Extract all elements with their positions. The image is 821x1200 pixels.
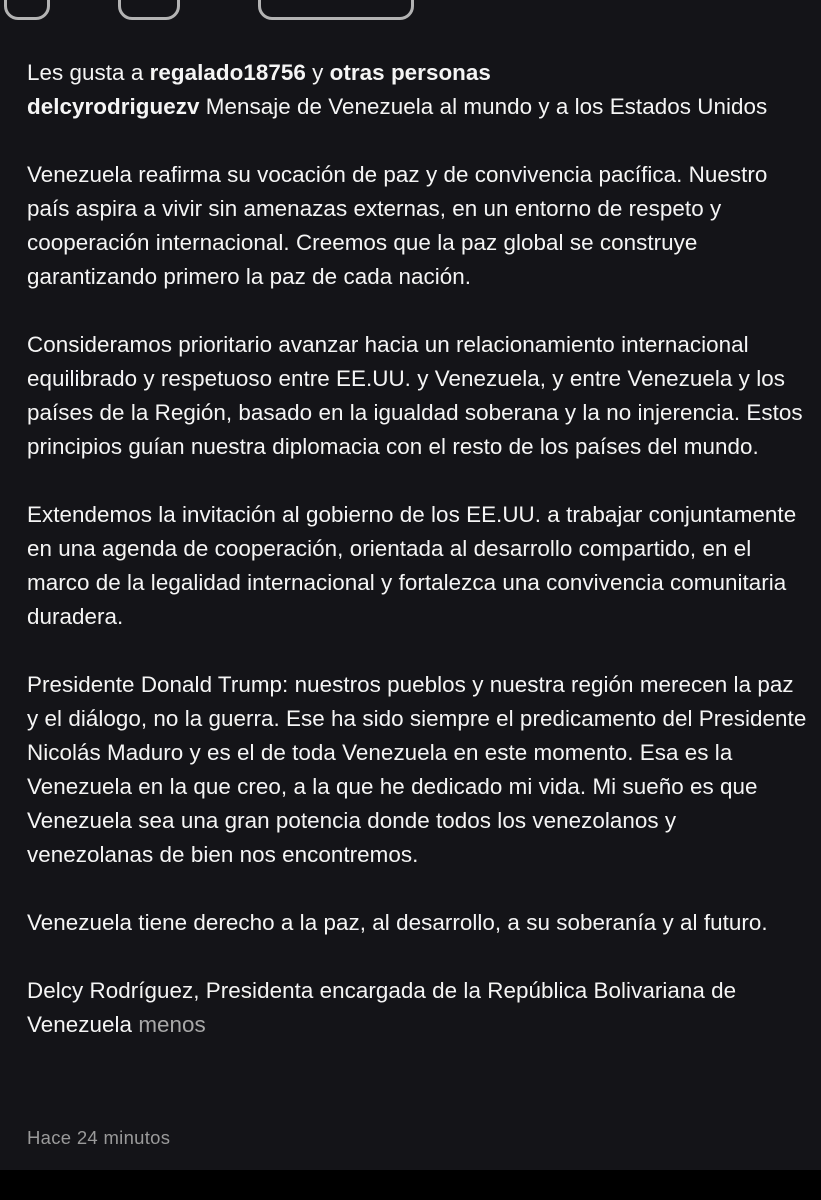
post-timestamp: Hace 24 minutos <box>27 1127 171 1148</box>
author-username-link[interactable]: delcyrodriguezv <box>27 94 200 119</box>
caption-paragraph: Extendemos la invitación al gobierno de los EE.UU. a trabajar conjuntamente en una agenda de cooperación, orientada al desarrollo compartido, en el marco de la legalidad internacional y fortalezca una convivencia comunitaria duradera. <box>27 502 797 629</box>
cropped-icon <box>258 0 414 20</box>
other-likers-link[interactable]: otras personas <box>329 60 491 85</box>
likes-prefix: Les gusta a <box>27 60 144 85</box>
caption-paragraph: Venezuela tiene derecho a la paz, al desarrollo, a su soberanía y al futuro. <box>27 910 768 935</box>
caption-signature: Delcy Rodríguez, Presidenta encargada de la República Bolivariana de Venezuela <box>27 978 737 1037</box>
caption-paragraph: Presidente Donald Trump: nuestros pueblos y nuestra región merecen la paz y el diálogo, no la guerra. Ese ha sido siempre el predicamento del Presidente Nicolás Maduro y es el de toda Venezuela en este momento. Esa es la Venezuela en la que creo, a la que he dedicado mi vida. Mi sueño es que Venezuela sea una gran potencia donde todos los venezolanos y venezolanas de bien nos encontremos. <box>27 672 807 867</box>
caption-content <box>27 56 807 1042</box>
caption-paragraph: Consideramos prioritario avanzar hacia un relacionamiento internacional equilibrado y respetuoso entre EE.UU. y Venezuela, y entre Venezuela y los países de la Región, basado en la igualdad soberana y la no injerencia. Estos principios guían nuestra diplomacia con el resto de los países del mundo. <box>27 332 803 459</box>
caption-signature-line <box>27 974 807 1042</box>
cropped-icon <box>4 0 50 20</box>
caption-title: Mensaje de Venezuela al mundo y a los Estados Unidos <box>205 94 768 119</box>
action-icons-row-cropped <box>0 0 821 26</box>
likes-summary <box>27 56 807 90</box>
likes-connector: y <box>312 60 324 85</box>
less-link[interactable]: menos <box>138 1012 206 1037</box>
caption-heading <box>27 90 807 124</box>
caption-paragraph: Venezuela reafirma su vocación de paz y de convivencia pacífica. Nuestro país aspira a vivir sin amenazas externas, en un entorno de respeto y cooperación internacional. Creemos que la paz global se construye garantizando primero la paz de cada nación. <box>27 162 768 289</box>
cropped-icon <box>118 0 180 20</box>
liker-username-link[interactable]: regalado18756 <box>149 60 306 85</box>
